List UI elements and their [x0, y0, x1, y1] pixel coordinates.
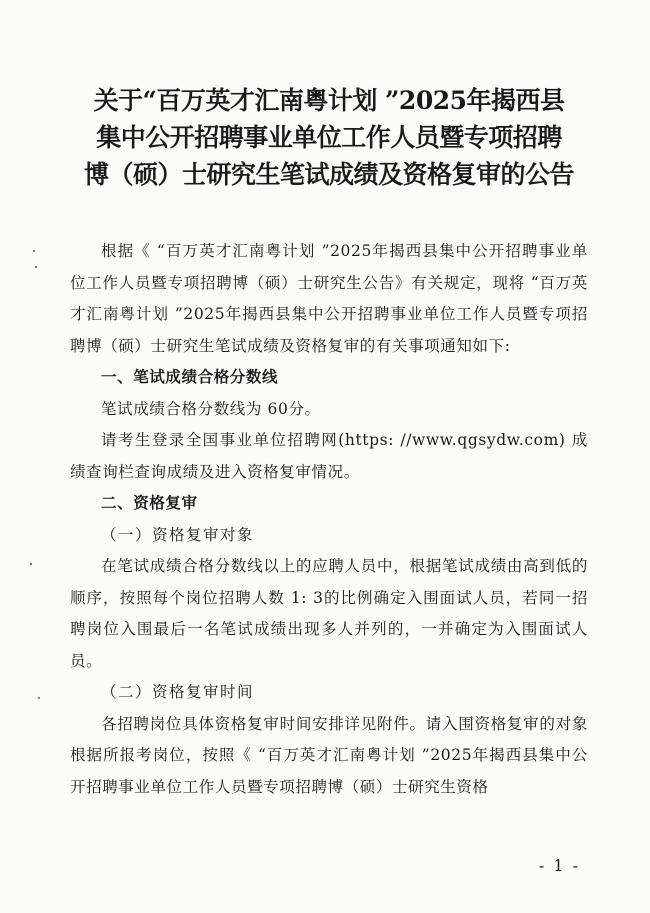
scan-speck [30, 563, 32, 565]
subsection-2-heading: （二）资格复审时间 [101, 683, 255, 701]
section-2-heading: 二、资格复审 [101, 494, 198, 512]
section-1-heading: 一、笔试成绩合格分数线 [101, 368, 279, 386]
subsection-1-paragraph: 在笔试成绩合格分数线以上的应聘人员中，根据笔试成绩由高到低的顺序，按照每个岗位招聘人数 1: 3的比例确定入围面试人员，若同一招聘岗位入围最后一名笔试成绩出现多人并列的，一并确定为入围面试人员。 [70, 557, 588, 670]
section-1-paragraph-2: 请考生登录全国事业单位招聘网(https: //www.qgsydw.com) 成绩查询栏查询成绩及进入资格复审情况。 [70, 431, 588, 481]
section-1-paragraph-1: 笔试成绩合格分数线为 60分。 [101, 399, 321, 418]
title-line-3: 博（硕）士研究生笔试成绩及资格复审的公告 [83, 160, 574, 189]
scan-speck [38, 697, 40, 699]
title-line-2: 集中公开招聘事业单位工作人员暨专项招聘 [96, 123, 562, 152]
page-number: - 1 - [538, 856, 580, 875]
document-title [70, 82, 588, 193]
document-body [70, 236, 588, 803]
subsection-1-heading: （一）资格复审对象 [101, 525, 255, 544]
subsection-2-paragraph: 各招聘岗位具体资格复审时间安排详见附件。请入围资格复审的对象根据所报考岗位，按照《 “百万英才汇南粤计划 ”2025年揭西县集中公开招聘事业单位工作人员暨专项招聘博（硕）士研究生资格 [70, 714, 588, 796]
title-line-1: 关于“百万英才汇南粤计划 ”2025年揭西县 [93, 86, 565, 115]
scan-speck [35, 266, 37, 268]
intro-paragraph: 根据《 “百万英才汇南粤计划 ”2025年揭西县集中公开招聘事业单位工作人员暨专项招聘博（硕）士研究生公告》有关规定，现将 “百万英才汇南粤计划 ”2025年揭西县集中公开招聘事业单位工作人员暨专项招聘博（硕）士研究生笔试成绩及资格复审的有关事项通知如下: [70, 242, 588, 355]
scan-speck [33, 250, 35, 252]
